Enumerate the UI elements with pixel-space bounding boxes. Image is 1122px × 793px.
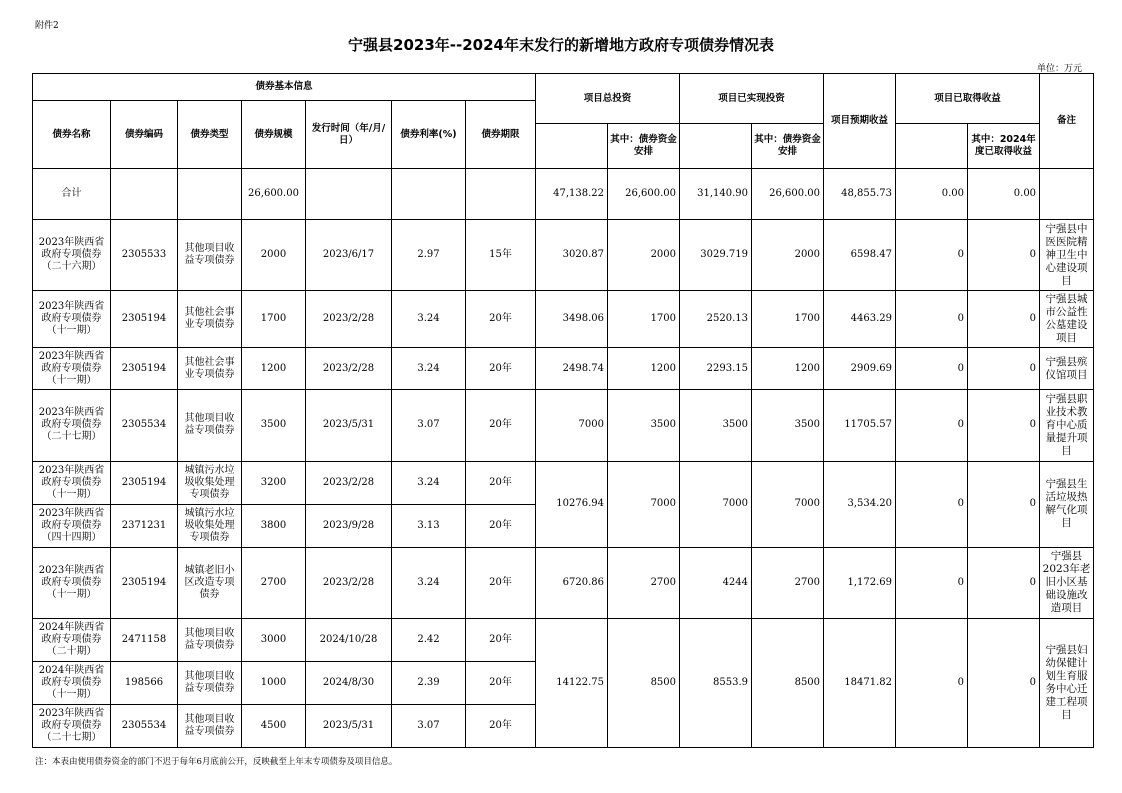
project-obtained-income: 0 [896,547,968,618]
project-total-invest: 3020.87 [536,220,608,291]
page-title: 宁强县2023年--2024年末发行的新增地方政府专项债券情况表 [348,36,774,54]
bond-type: 其他项目收益专项债券 [178,704,242,747]
project-obtained-2024: 0 [968,220,1040,291]
project-expected-income: 4463.29 [824,291,896,348]
bond-scale: 3200 [242,461,306,504]
header-total-invest-placeholder [536,124,608,169]
bond-issue-date: 2023/5/31 [306,704,392,747]
bond-name: 2023年陕西省政府专项债券（十一期） [33,461,111,504]
project-obtained-2024: 0 [968,390,1040,461]
bond-type: 城镇污水垃圾收集处理专项债券 [178,461,242,504]
bond-term: 20年 [466,291,536,348]
project-obtained-2024: 0 [968,461,1040,547]
project-remark: 宁强县生活垃圾热解气化项目 [1040,461,1094,547]
project-total-invest-bond: 3500 [608,390,680,461]
total-obtained-2024: 0.00 [968,169,1040,220]
header-total-invest: 项目总投资 [536,74,680,124]
bond-name: 2023年陕西省政府专项债券（二十六期） [33,220,111,291]
header-issue-date: 发行时间（年/月/日） [306,101,392,169]
header-realized-invest-placeholder [680,124,752,169]
project-total-invest-bond: 7000 [608,461,680,547]
table-row [33,547,1094,618]
table-row [33,348,1094,390]
bond-scale: 1000 [242,661,306,704]
project-obtained-income: 0 [896,220,968,291]
bond-name: 2023年陕西省政府专项债券（十一期） [33,291,111,348]
bond-scale: 3800 [242,504,306,547]
project-expected-income: 6598.47 [824,220,896,291]
total-total-invest-bond: 26,600.00 [608,169,680,220]
project-total-invest-bond: 1200 [608,348,680,390]
bond-name: 2023年陕西省政府专项债券（四十四期） [33,504,111,547]
bond-code: 2305194 [111,461,178,504]
bond-rate: 3.24 [392,547,466,618]
bond-scale: 3000 [242,618,306,661]
bond-name: 2023年陕西省政府专项债券（二十七期） [33,704,111,747]
project-realized-invest: 3500 [680,390,752,461]
total-row [33,169,1094,220]
bond-issue-date: 2023/9/28 [306,504,392,547]
bond-rate: 2.42 [392,618,466,661]
project-expected-income: 18471.82 [824,618,896,747]
header-type: 债券类型 [178,101,242,169]
project-total-invest: 2498.74 [536,348,608,390]
unit-label: 单位：万元 [1036,64,1082,74]
project-obtained-income: 0 [896,618,968,747]
project-expected-income: 1,172.69 [824,547,896,618]
project-realized-invest: 7000 [680,461,752,547]
bond-code: 198566 [111,661,178,704]
bond-term: 20年 [466,461,536,504]
project-expected-income: 11705.57 [824,390,896,461]
bond-type: 其他项目收益专项债券 [178,220,242,291]
bond-issue-date: 2023/2/28 [306,291,392,348]
project-total-invest: 7000 [536,390,608,461]
bond-term: 20年 [466,547,536,618]
total-realized-invest-bond: 26,600.00 [752,169,824,220]
bond-code: 2305194 [111,547,178,618]
header-rate: 债券利率(%) [392,101,466,169]
bond-code: 2305194 [111,348,178,390]
total-scale: 26,600.00 [242,169,306,220]
project-realized-invest-bond: 2700 [752,547,824,618]
bond-scale: 4500 [242,704,306,747]
project-realized-invest-bond: 1200 [752,348,824,390]
header-obtained-income: 项目已取得收益 [896,74,1040,124]
bond-name: 2024年陕西省政府专项债券（二十期） [33,618,111,661]
project-realized-invest: 3029.719 [680,220,752,291]
bond-issue-date: 2024/10/28 [306,618,392,661]
project-total-invest: 3498.06 [536,291,608,348]
header-row-1 [33,74,1094,101]
bond-rate: 2.97 [392,220,466,291]
project-remark: 宁强县职业技术教育中心质量提升项目 [1040,390,1094,461]
total-realized-invest: 31,140.90 [680,169,752,220]
project-expected-income: 2909.69 [824,348,896,390]
header-realized-invest-bond: 其中：债券资金安排 [752,124,824,169]
bond-type: 其他社会事业专项债券 [178,291,242,348]
project-obtained-2024: 0 [968,547,1040,618]
project-obtained-2024: 0 [968,348,1040,390]
bond-code: 2471158 [111,618,178,661]
bond-scale: 1700 [242,291,306,348]
project-realized-invest-bond: 3500 [752,390,824,461]
bond-issue-date: 2024/8/30 [306,661,392,704]
header-expected-income: 项目预期收益 [824,74,896,169]
header-obtained-2024: 其中：2024年度已取得收益 [968,124,1040,169]
project-realized-invest-bond: 2000 [752,220,824,291]
project-total-invest-bond: 8500 [608,618,680,747]
bond-scale: 2000 [242,220,306,291]
header-obtained-income-placeholder [896,124,968,169]
project-total-invest: 10276.94 [536,461,608,547]
bond-term: 20年 [466,704,536,747]
bond-code: 2305533 [111,220,178,291]
project-remark: 宁强县中医医院精神卫生中心建设项目 [1040,220,1094,291]
bond-rate: 2.39 [392,661,466,704]
table-row [33,390,1094,461]
bond-scale: 1200 [242,348,306,390]
header-basic-info: 债券基本信息 [33,74,536,101]
bond-issue-date: 2023/6/17 [306,220,392,291]
bond-scale: 2700 [242,547,306,618]
footnote: 注：本表由使用债券资金的部门不迟于每年6月底前公开，反映截至上年末专项债券及项目信息。 [35,757,398,767]
bond-type: 城镇污水垃圾收集处理专项债券 [178,504,242,547]
project-realized-invest-bond: 1700 [752,291,824,348]
project-obtained-income: 0 [896,348,968,390]
project-obtained-income: 0 [896,461,968,547]
table-row [33,618,1094,661]
bond-rate: 3.24 [392,348,466,390]
bond-code: 2305534 [111,704,178,747]
bond-issue-date: 2023/2/28 [306,348,392,390]
project-obtained-income: 0 [896,291,968,348]
bond-term: 15年 [466,220,536,291]
bond-rate: 3.13 [392,504,466,547]
total-obtained-income: 0.00 [896,169,968,220]
bond-rate: 3.24 [392,291,466,348]
bond-term: 20年 [466,661,536,704]
project-obtained-income: 0 [896,390,968,461]
project-realized-invest-bond: 7000 [752,461,824,547]
total-label: 合计 [33,169,111,220]
project-total-invest-bond: 1700 [608,291,680,348]
project-remark: 宁强县2023年老旧小区基础设施改造项目 [1040,547,1094,618]
bond-term: 20年 [466,390,536,461]
header-remark: 备注 [1040,74,1094,169]
project-total-invest: 6720.86 [536,547,608,618]
project-realized-invest: 4244 [680,547,752,618]
project-realized-invest: 2520.13 [680,291,752,348]
bond-issue-date: 2023/2/28 [306,547,392,618]
total-expected-income: 48,855.73 [824,169,896,220]
bond-rate: 3.24 [392,461,466,504]
table-row [33,220,1094,291]
bond-rate: 3.07 [392,704,466,747]
project-realized-invest-bond: 8500 [752,618,824,747]
total-total-invest: 47,138.22 [536,169,608,220]
table-row [33,291,1094,348]
bond-name: 2023年陕西省政府专项债券（二十七期） [33,390,111,461]
header-term: 债券期限 [466,101,536,169]
bond-issue-date: 2023/5/31 [306,390,392,461]
bond-type: 其他社会事业专项债券 [178,348,242,390]
header-total-invest-bond: 其中：债券资金安排 [608,124,680,169]
bond-type: 城镇老旧小区改造专项债券 [178,547,242,618]
header-realized-invest: 项目已实现投资 [680,74,824,124]
bond-name: 2023年陕西省政府专项债券（十一期） [33,348,111,390]
project-realized-invest: 2293.15 [680,348,752,390]
project-remark: 宁强县殡仪馆项目 [1040,348,1094,390]
bond-issue-date: 2023/2/28 [306,461,392,504]
project-realized-invest: 8553.9 [680,618,752,747]
header-scale: 债券规模 [242,101,306,169]
project-expected-income: 3,534.20 [824,461,896,547]
bond-code: 2305534 [111,390,178,461]
bond-rate: 3.07 [392,390,466,461]
project-remark: 宁强县妇幼保健计划生育服务中心迁建工程项目 [1040,618,1094,747]
bond-type: 其他项目收益专项债券 [178,661,242,704]
header-code: 债券编码 [111,101,178,169]
bond-term: 20年 [466,618,536,661]
project-remark: 宁强县城市公益性公墓建设项目 [1040,291,1094,348]
bond-scale: 3500 [242,390,306,461]
project-total-invest: 14122.75 [536,618,608,747]
bond-code: 2371231 [111,504,178,547]
project-obtained-2024: 0 [968,291,1040,348]
bond-name: 2024年陕西省政府专项债券（十一期） [33,661,111,704]
table-row [33,461,1094,504]
project-total-invest-bond: 2000 [608,220,680,291]
attachment-label: 附件2 [35,21,59,31]
bond-table [32,73,1094,748]
bond-name: 2023年陕西省政府专项债券（十一期） [33,547,111,618]
project-total-invest-bond: 2700 [608,547,680,618]
bond-term: 20年 [466,348,536,390]
bond-type: 其他项目收益专项债券 [178,390,242,461]
bond-code: 2305194 [111,291,178,348]
bond-term: 20年 [466,504,536,547]
header-name: 债券名称 [33,101,111,169]
project-obtained-2024: 0 [968,618,1040,747]
bond-type: 其他项目收益专项债券 [178,618,242,661]
